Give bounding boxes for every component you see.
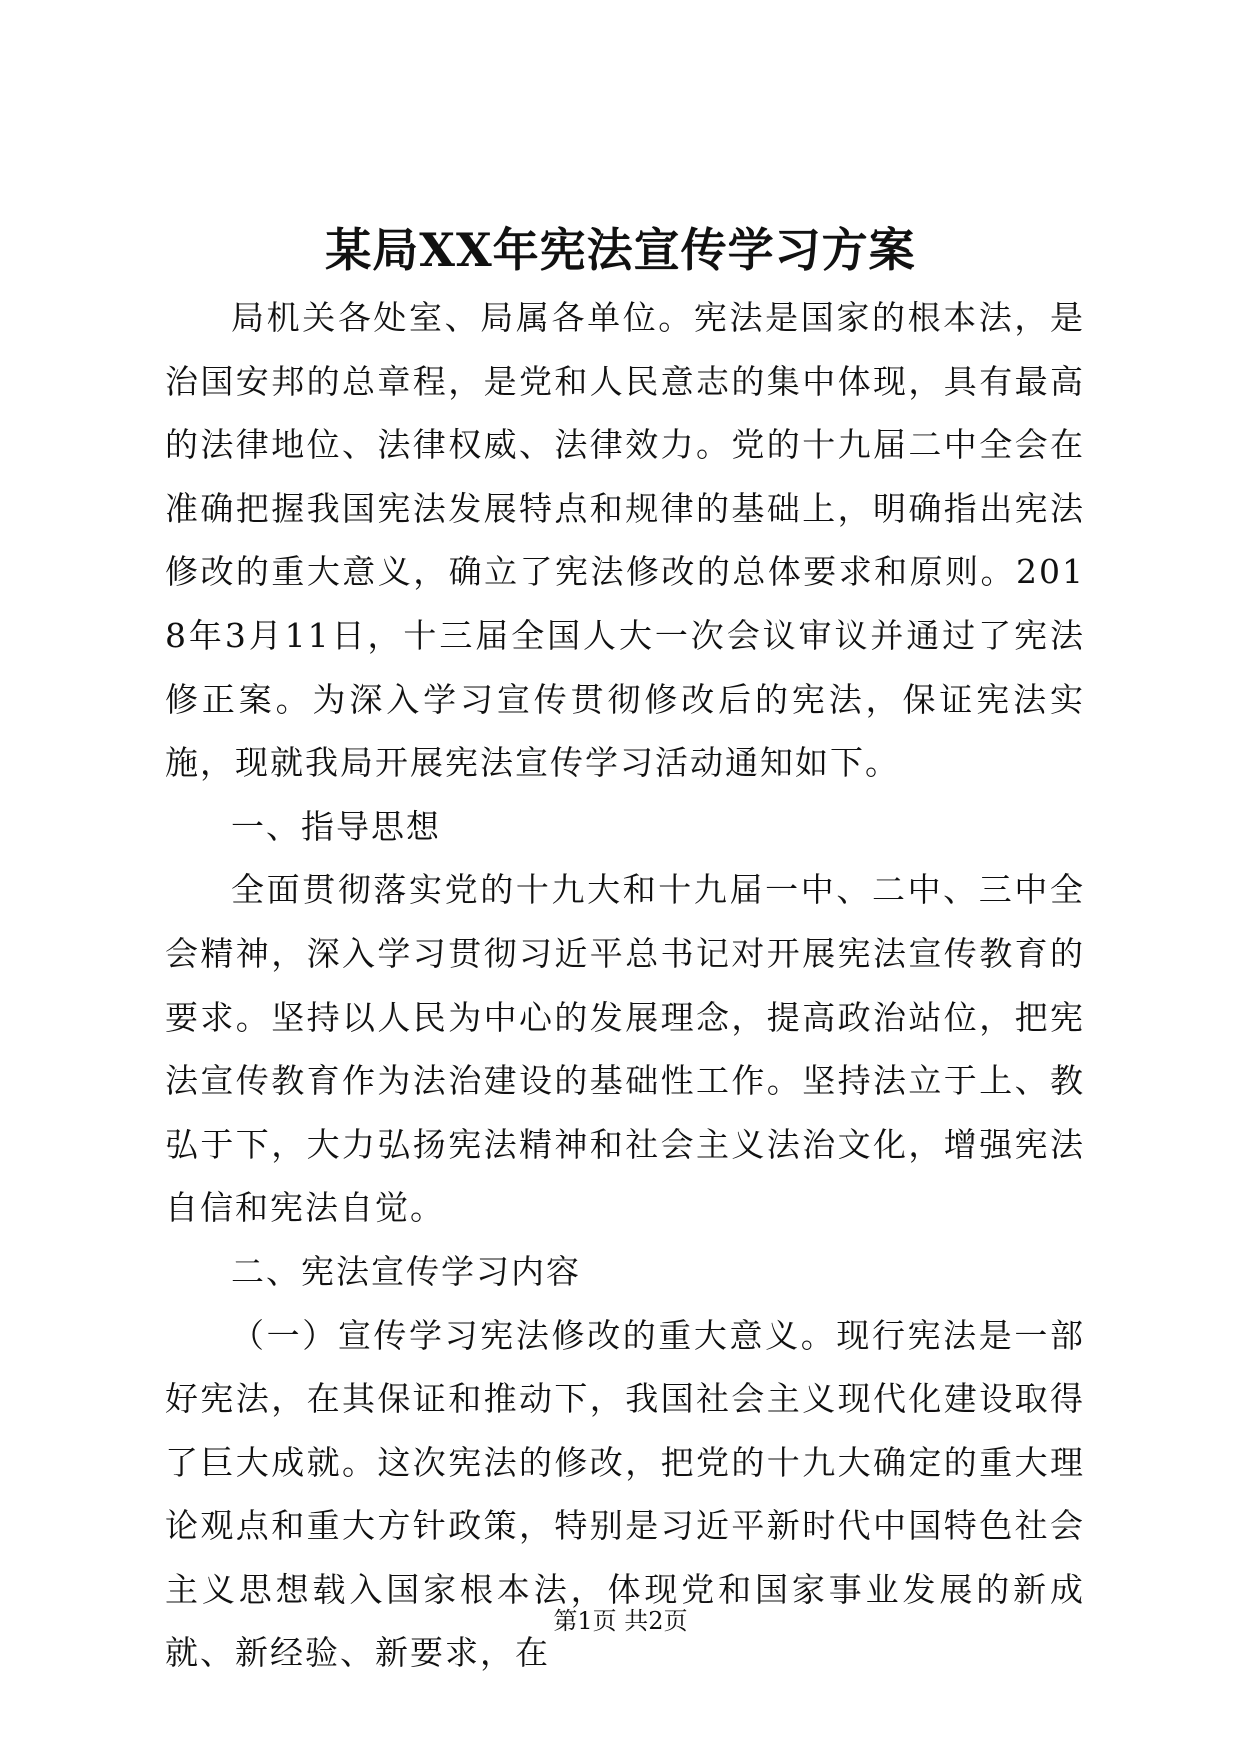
content-item-1-paragraph: （一）宣传学习宪法修改的重大意义。现行宪法是一部好宪法，在其保证和推动下，我国社会主义现代化建设取得了巨大成就。这次宪法的修改，把党的十九大确定的重大理论观点和重大方针政策，特别是习近平新时代中国特色社会主义思想载入国家根本法，体现党和国家事业发展的新成就、新经验、新要求，在 (165, 1315, 1085, 1673)
page-footer: 第1页 共2页 (553, 1607, 688, 1635)
section-heading-guiding-thought: 一、指导思想 (231, 806, 441, 846)
document-title: 某局XX年宪法宣传学习方案 (325, 223, 916, 277)
document-body (165, 286, 1085, 1685)
intro-paragraph: 局机关各处室、局属各单位。宪法是国家的根本法，是治国安邦的总章程，是党和人民意志的集中体现，具有最高的法律地位、法律权威、法律效力。党的十九届二中全会在准确把握我国宪法发展特点和规律的基础上，明确指出宪法修改的重大意义，确立了宪法修改的总体要求和原则。2018年3月11日，十三届全国人大一次会议审议并通过了宪法修正案。为深入学习宣传贯彻修改后的宪法，保证宪法实施，现就我局开展宪法宣传学习活动通知如下。 (165, 298, 1085, 783)
section-heading-content: 二、宪法宣传学习内容 (231, 1251, 581, 1291)
guiding-thought-paragraph: 全面贯彻落实党的十九大和十九届一中、二中、三中全会精神，深入学习贯彻习近平总书记对开展宪法宣传教育的要求。坚持以人民为中心的发展理念，提高政治站位，把宪法宣传教育作为法治建设的基础性工作。坚持法立于上、教弘于下，大力弘扬宪法精神和社会主义法治文化，增强宪法自信和宪法自觉。 (165, 870, 1085, 1228)
